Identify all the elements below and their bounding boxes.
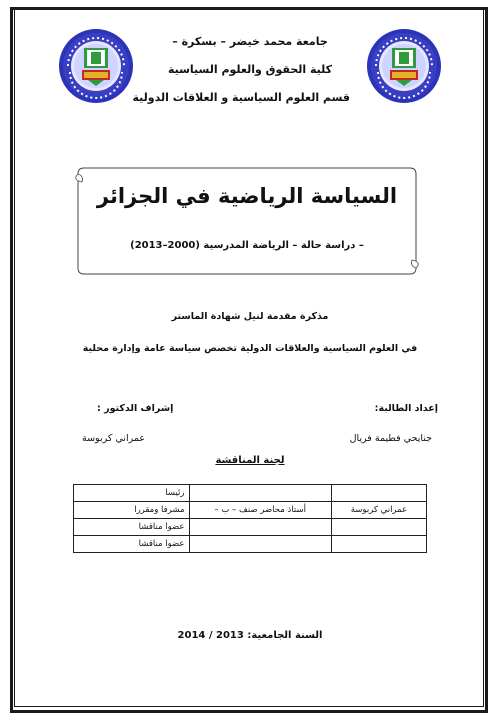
university-name: جامعة محمد خيضر – بسكرة – bbox=[172, 35, 328, 48]
table-row bbox=[74, 502, 427, 519]
thesis-title: السياسة الرياضية في الجزائر bbox=[96, 184, 398, 208]
member-name bbox=[331, 485, 426, 502]
member-name: عمراني كربوسة bbox=[331, 502, 426, 519]
member-role: رئيسا bbox=[74, 485, 190, 502]
table-row bbox=[74, 536, 427, 553]
member-rank: أستاذ محاضر صنف – ب – bbox=[189, 502, 331, 519]
title-scroll-box bbox=[74, 162, 420, 280]
member-name bbox=[331, 536, 426, 553]
member-role: عضوا مناقشا bbox=[74, 536, 190, 553]
supervisor-label: إشراف الدكتور : bbox=[97, 403, 174, 414]
page-frame-inner bbox=[14, 7, 484, 707]
institution-header bbox=[132, 35, 350, 104]
member-name bbox=[331, 519, 426, 536]
committee-table bbox=[73, 484, 427, 553]
student-label: إعداد الطالبة: bbox=[374, 403, 438, 414]
memo-specialty: في العلوم السياسية والعلاقات الدولية تخصص سياسة عامة وإدارة محلية bbox=[82, 343, 418, 354]
thesis-subtitle: – دراسة حالة – الرياضة المدرسية (2000–2013) bbox=[130, 240, 364, 251]
academic-year: السنة الجامعية: 2013 / 2014 bbox=[177, 630, 323, 641]
university-emblem-icon bbox=[58, 28, 134, 104]
supervisor-name: عمراني كربوسة bbox=[82, 433, 145, 444]
university-emblem-icon bbox=[366, 28, 442, 104]
committee-title bbox=[160, 455, 340, 466]
member-rank bbox=[189, 519, 331, 536]
member-role: عضوا مناقشا bbox=[74, 519, 190, 536]
department-name: قسم العلوم السياسية و العلاقات الدولية bbox=[132, 91, 350, 104]
member-rank bbox=[189, 536, 331, 553]
table-row bbox=[74, 519, 427, 536]
scroll-frame bbox=[74, 162, 420, 280]
memo-purpose: مذكرة مقدمة لنيل شهادة الماستر bbox=[171, 311, 329, 322]
faculty-name: كلية الحقوق والعلوم السياسية bbox=[167, 63, 333, 76]
member-role: مشرفا ومقررا bbox=[74, 502, 190, 519]
table-row bbox=[74, 485, 427, 502]
student-name: جنايحي فطيمة فريال bbox=[349, 433, 432, 444]
committee-title-text: لجنة المناقشة bbox=[215, 455, 285, 466]
member-rank bbox=[189, 485, 331, 502]
